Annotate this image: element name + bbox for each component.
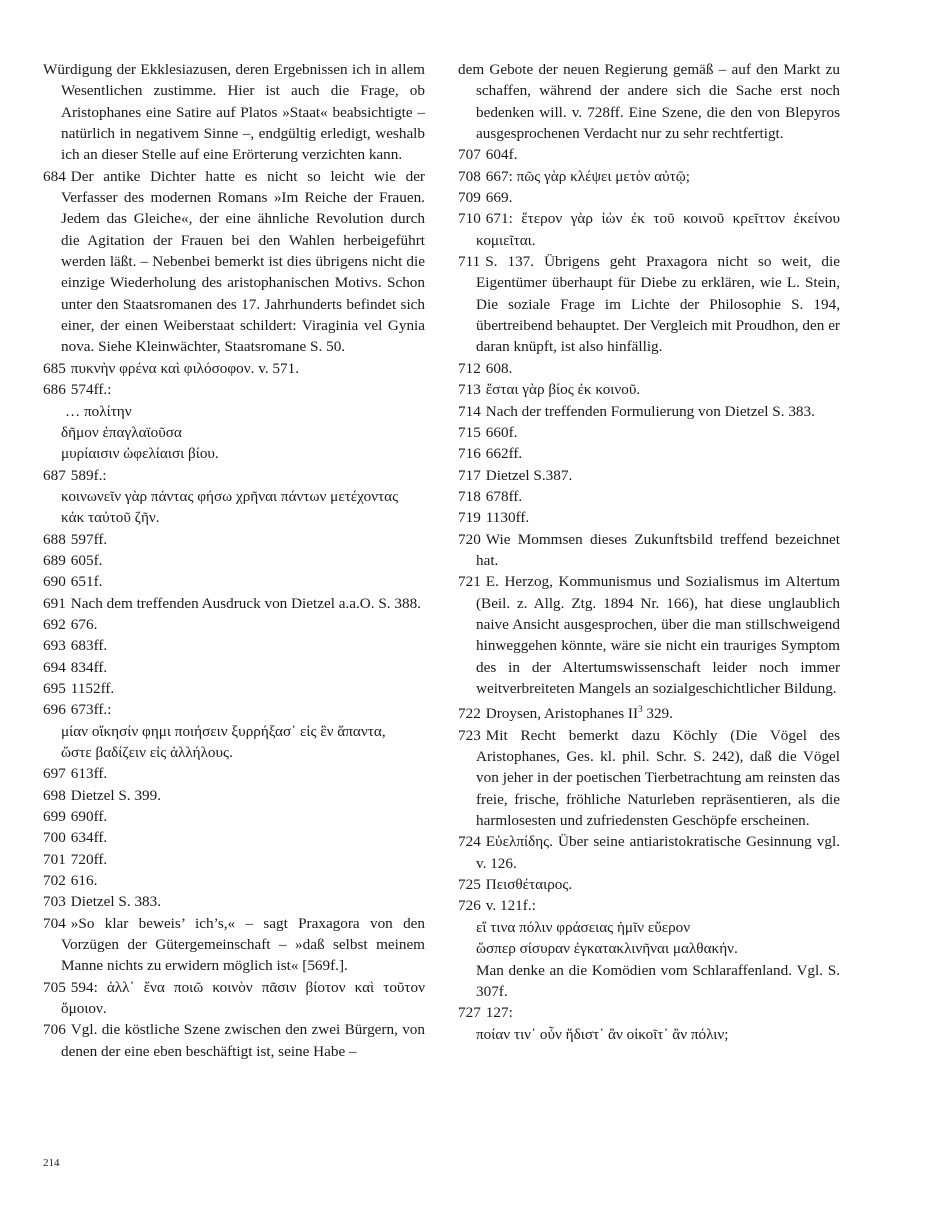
footnote-text: 676.	[70, 615, 98, 633]
footnote-text: 1130ff.	[485, 509, 530, 527]
footnote-number: 713	[458, 381, 481, 399]
footnote-727	[458, 1002, 840, 1023]
footnote-text: Πεισθέταιρος.	[485, 876, 573, 894]
footnote-number: 698	[43, 786, 66, 804]
footnote-text: 605f.	[70, 551, 103, 569]
quoted-line: κοινωνεῖν γὰρ πάντας φήσω χρῆναι πάντων μετέχοντας	[61, 487, 399, 505]
quoted-line: μίαν οἴκησίν φημι ποιήσειν ξυρρήξασ᾽ εἰς ἓν ἅπαντα,	[61, 722, 386, 740]
footnote-number: 707	[458, 146, 481, 164]
footnote-text: Der antike Dichter hatte es nicht so leicht wie der Verfasser des modernen Romans »Im Reiche der Frauen. Jedem das Gleiche«, der eine ähnliche Revolution durch die Agitation der Frauen bei den Wahlen herbeigeführt werden läßt. – Nebenbei bemerkt ist dies übrigens nicht die einzige Wiederholung des aristophanischen Motivs. Schon unter den Staatsromanen des 17. Jahrhunderts befindet sich einer, der einen Weiberstaat schildert: Viraginia vel Gynia nova. Siehe Kleinwächter, Staatsromane S. 50.	[61, 167, 425, 356]
footnote-690	[43, 571, 425, 592]
footnote-number: 714	[458, 402, 481, 420]
footnote-number: 693	[43, 637, 66, 655]
footnote-710	[458, 208, 840, 251]
quoted-line: δῆμον ἐπαγλαϊοῦσα	[61, 423, 182, 441]
footnote-number: 718	[458, 487, 481, 505]
footnote-number: 724	[458, 833, 481, 851]
footnote-704	[43, 913, 425, 977]
footnote-text-tail: 329.	[642, 705, 673, 723]
footnote-number: 715	[458, 423, 481, 441]
quoted-line: ποίαν τιν᾽ οὖν ἥδιστ᾽ ἂν οἰκοῖτ᾽ ἂν πόλιν;	[476, 1025, 729, 1043]
footnote-text: 589f.:	[70, 466, 107, 484]
footnote-718	[458, 486, 840, 507]
footnote-text: 678ff.	[485, 487, 523, 505]
footnote-707	[458, 144, 840, 165]
footnote-text: 127:	[485, 1004, 513, 1022]
footnote-711	[458, 251, 840, 358]
footnote-692	[43, 614, 425, 635]
footnote-text: 660f.	[485, 423, 518, 441]
footnote-699	[43, 806, 425, 827]
footnote-691	[43, 593, 425, 614]
footnote-text: 594: ἀλλ᾽ ἕνα ποιῶ κοινὸν πᾶσιν βίοτον καὶ τοῦτον ὅμοιον.	[61, 978, 425, 1018]
footnote-719	[458, 507, 840, 528]
footnote-726	[458, 895, 840, 916]
footnote-text: Vgl. die köstliche Szene zwischen den zwei Bürgern, von denen der eine eben beschäftigt ist, seine Habe –	[61, 1021, 425, 1060]
footnote-number: 709	[458, 189, 481, 207]
footnote-continuation	[43, 59, 425, 166]
footnote-686	[43, 379, 425, 400]
footnote-number: 710	[458, 210, 481, 228]
footnote-689	[43, 550, 425, 571]
footnote-text: 574ff.:	[70, 381, 112, 399]
footnote-725	[458, 874, 840, 895]
footnote-number: 691	[43, 594, 66, 612]
footnote-number: 692	[43, 615, 66, 633]
footnote-text: 616.	[70, 872, 98, 890]
footnote-text: 683ff.	[70, 637, 108, 655]
footnote-697	[43, 763, 425, 784]
footnote-number: 696	[43, 701, 66, 719]
footnote-722	[458, 699, 840, 724]
quoted-line: κἀκ ταὐτοῦ ζῆν.	[61, 509, 160, 527]
footnote-698	[43, 785, 425, 806]
footnote-number: 687	[43, 466, 66, 484]
footnote-number: 702	[43, 872, 66, 890]
footnote-text: πυκνὴν φρένα καὶ φιλόσοφον. v. 571.	[70, 359, 299, 377]
footnote-721	[458, 571, 840, 699]
footnote-688	[43, 529, 425, 550]
footnote-text: E. Herzog, Kommunismus und Sozialismus im Altertum (Beil. z. Allg. Ztg. 1894 Nr. 166), hat diese unglaublich naive Ansicht ausgesprochen, über die man stillschweigend hinweggehen könnte, wäre sie nicht ein trauriges Symptom des in der Altertumswissenschaft leider noch immer weitverbreiteten Mangels an sozialgeschichtlicher Bildung.	[476, 573, 840, 697]
footnote-text: »So klar beweis’ ich’s,« – sagt Praxagora von den Vorzügen der Gütergemeinschaft – »daß selbst meinem Manne nichts zu erwidern möglich ist« [569f.].	[61, 914, 425, 975]
footnote-number: 688	[43, 530, 66, 548]
footnote-number: 716	[458, 445, 481, 463]
footnote-number: 722	[458, 705, 481, 723]
footnote-text: Dietzel S.387.	[485, 466, 573, 484]
footnote-text: 834ff.	[70, 658, 108, 676]
footnote-number: 703	[43, 893, 66, 911]
footnote-number: 700	[43, 829, 66, 847]
footnote-text: 613ff.	[70, 765, 108, 783]
footnote-684	[43, 166, 425, 358]
footnote-709	[458, 187, 840, 208]
footnote-714	[458, 401, 840, 422]
footnote-700	[43, 827, 425, 848]
footnote-720	[458, 529, 840, 572]
footnote-705	[43, 977, 425, 1020]
footnote-number: 721	[458, 573, 481, 591]
footnote-text: Dietzel S. 399.	[70, 786, 162, 804]
footnote-number: 712	[458, 359, 481, 377]
footnote-701	[43, 849, 425, 870]
right-column	[458, 59, 840, 1045]
footnote-text: Dietzel S. 383.	[70, 893, 162, 911]
footnote-number: 697	[43, 765, 66, 783]
footnote-715	[458, 422, 840, 443]
footnote-text: 690ff.	[70, 808, 108, 826]
footnote-text: 1152ff.	[70, 679, 115, 697]
footnote-text: Nach dem treffenden Ausdruck von Dietzel a.a.O. S. 388.	[70, 594, 421, 612]
footnote-text: Würdigung der Ekklesiazusen, deren Ergebnissen ich in allem Wesentlichen zustimme. Hier ist auch die Frage, ob Aristophanes eine Satire auf Platos »Staat« beabsichtigte – natürlich in negativem Sinne –, endgültig erledigt, weshalb ich an dieser Stelle auf eine Erörterung verzichten kann.	[43, 61, 425, 164]
footnote-number: 704	[43, 914, 66, 932]
footnote-716	[458, 443, 840, 464]
footnote-number: 686	[43, 381, 66, 399]
quoted-line: εἴ τινα πόλιν φράσειας ἡμῖν εὔερον	[476, 918, 691, 936]
footnote-text: 604f.	[485, 146, 518, 164]
footnote-number: 695	[43, 679, 66, 697]
footnote-723	[458, 725, 840, 832]
footnote-number: 689	[43, 551, 66, 569]
footnote-text: Wie Mommsen dieses Zukunftsbild treffend bezeichnet hat.	[476, 530, 840, 569]
footnote-703	[43, 891, 425, 912]
page-number: 214	[43, 1157, 60, 1169]
quoted-line: ὥσπερ σίσυραν ἐγκατακλινῆναι μαλθακήν.	[476, 940, 738, 958]
quoted-line: μυρίαισιν ὠφελίαισι βίου.	[61, 445, 219, 463]
footnote-text: S. 137. Übrigens geht Praxagora nicht so weit, die Eigentümer überhaupt für Diebe zu erklären, wie L. Stein, Die soziale Frage im Lichte der Philosophie S. 194, übertreibend behauptet. Der Vergleich mit Proudhon, den er daran knüpft, ist also hinfällig.	[476, 253, 840, 356]
footnote-685	[43, 358, 425, 379]
footnote-text: 608.	[485, 359, 513, 377]
footnote-number: 711	[458, 253, 481, 271]
footnote-number: 726	[458, 897, 481, 915]
footnote-text: 597ff.	[70, 530, 108, 548]
footnote-text: 673ff.:	[70, 701, 112, 719]
footnote-number: 690	[43, 573, 66, 591]
footnote-text: v. 121f.:	[485, 897, 536, 915]
footnote-text: 669.	[485, 189, 513, 207]
footnote-text: 671: ἕτερον γὰρ ἰὼν ἐκ τοῦ κοινοῦ κρεῖττον ἐκείνου κομιεῖται.	[476, 210, 840, 249]
footnote-text: dem Gebote der neuen Regierung gemäß – auf den Markt zu schaffen, während der andere sich die Sache erst noch bedenken will. v. 728ff. Eine Szene, die den von Blepyros ausgesprochenen Verdacht nur zu sehr rechtfertigt.	[458, 61, 840, 143]
footnote-text: 720ff.	[70, 850, 108, 868]
left-column	[43, 59, 425, 1062]
footnote-number: 717	[458, 466, 481, 484]
footnote-number: 725	[458, 876, 481, 894]
footnote-text: 662ff.	[485, 445, 523, 463]
footnote-693	[43, 635, 425, 656]
footnote-number: 727	[458, 1004, 481, 1022]
footnote-number: 719	[458, 509, 481, 527]
footnote-number: 720	[458, 530, 481, 548]
footnote-number: 699	[43, 808, 66, 826]
footnote-text: ἔσται γὰρ βίος ἐκ κοινοῦ.	[485, 381, 641, 399]
footnote-text: 651f.	[70, 573, 103, 591]
footnote-text: 667: πῶς γὰρ κλέψει μετὸν αὐτῷ;	[485, 167, 690, 185]
quoted-line: … πολίτην	[65, 402, 132, 420]
footnote-724	[458, 831, 840, 874]
footnote-694	[43, 657, 425, 678]
footnote-number: 705	[43, 978, 66, 996]
footnote-712	[458, 358, 840, 379]
footnote-text: Nach der treffenden Formulierung von Dietzel S. 383.	[485, 402, 815, 420]
footnote-number: 685	[43, 359, 66, 377]
footnote-702	[43, 870, 425, 891]
footnote-number: 723	[458, 726, 481, 744]
quoted-line: Man denke an die Komödien vom Schlaraffenland. Vgl. S. 307f.	[476, 961, 840, 1000]
footnote-number: 694	[43, 658, 66, 676]
footnote-number: 701	[43, 850, 66, 868]
footnote-687	[43, 465, 425, 486]
quoted-line: ὥστε βαδίζειν εἰς ἀλλήλους.	[61, 744, 233, 761]
footnote-number: 684	[43, 167, 66, 185]
footnote-number: 708	[458, 167, 481, 185]
footnote-696	[43, 699, 425, 720]
footnote-text: Droysen, Aristophanes II	[485, 705, 639, 723]
footnote-717	[458, 465, 840, 486]
footnote-number: 706	[43, 1021, 66, 1039]
footnote-706	[43, 1019, 425, 1062]
footnote-text: Εὐελπίδης. Über seine antiaristokratische Gesinnung vgl. v. 126.	[476, 833, 840, 872]
footnote-695	[43, 678, 425, 699]
footnote-713	[458, 379, 840, 400]
footnote-text: Mit Recht bemerkt dazu Köchly (Die Vögel des Aristophanes, Ges. kl. phil. Schr. S. 242), daß die Vögel von jeher in der poetischen Tierbetrachtung am reinsten das freie, frische, fröhliche Naturleben repräsentieren, als die harmlosesten und zufriedensten Geschöpfe erscheinen.	[476, 726, 840, 830]
footnote-continuation	[458, 59, 840, 144]
footnote-text: 634ff.	[70, 829, 108, 847]
superscript: 3	[638, 704, 643, 715]
footnote-708	[458, 166, 840, 187]
